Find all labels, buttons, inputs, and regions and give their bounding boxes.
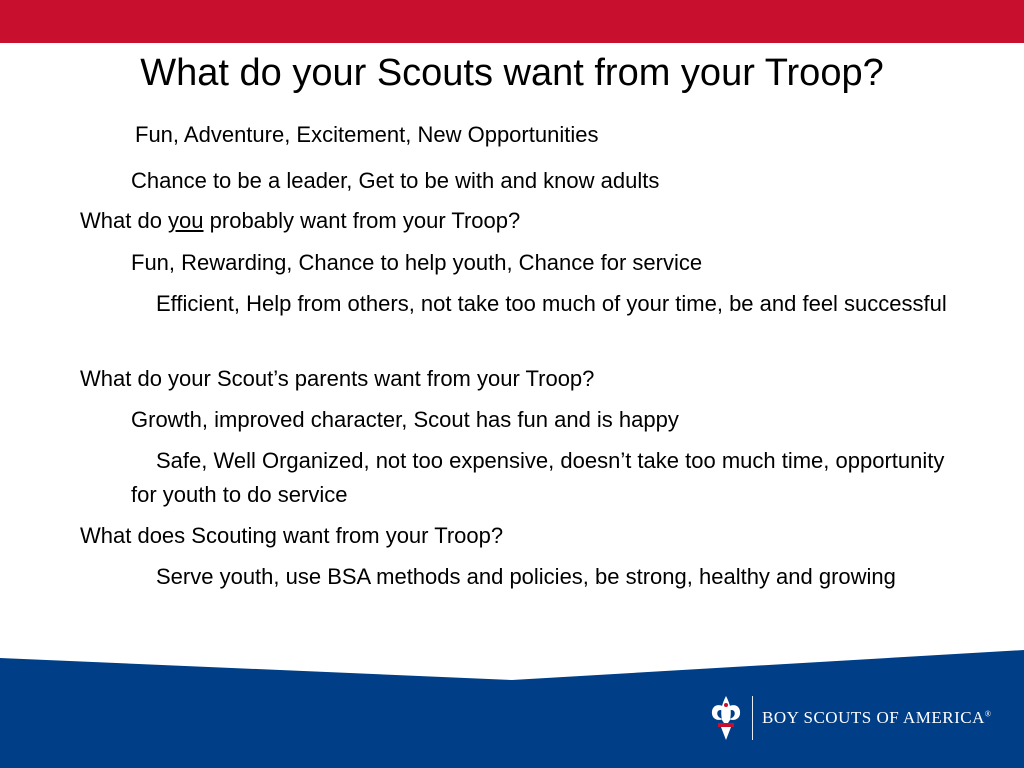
bsa-logo xyxy=(706,690,991,746)
bullet-parents-growth: Growth, improved character, Scout has fun and is happy xyxy=(131,407,679,432)
fleur-de-lis-icon xyxy=(706,690,746,746)
heading-you-want-after: probably want from your Troop? xyxy=(203,208,521,233)
heading-parents-want: What do your Scout’s parents want from your Troop? xyxy=(80,366,595,391)
heading-scouting-wants: What does Scouting want from your Troop? xyxy=(80,523,504,548)
bsa-wordmark-text: BOY SCOUTS OF AMERICA xyxy=(762,708,985,727)
registered-mark: ® xyxy=(984,709,992,719)
bullet-you-efficient: Efficient, Help from others, not take too much of your time, be and feel successful xyxy=(156,291,947,316)
heading-you-emphasis: you xyxy=(168,208,204,233)
logo-divider xyxy=(752,696,753,740)
bullet-you-fun: Fun, Rewarding, Chance to help youth, Chance for service xyxy=(131,250,703,275)
heading-you-want-before: What do xyxy=(80,208,169,233)
slide-title: What do your Scouts want from your Troop? xyxy=(140,52,884,94)
bullet-scouts-leader: Chance to be a leader, Get to be with and know adults xyxy=(131,168,660,193)
bullet-scouts-fun: Fun, Adventure, Excitement, New Opportunities xyxy=(135,122,599,147)
bullet-scouting-serve: Serve youth, use BSA methods and policies, be strong, healthy and growing xyxy=(156,564,896,589)
heading-you-want xyxy=(80,204,520,238)
bullet-parents-safe: Safe, Well Organized, not too expensive, doesn’t take too much time, opportunity for youth to do service xyxy=(131,448,945,507)
bsa-wordmark xyxy=(762,708,991,728)
